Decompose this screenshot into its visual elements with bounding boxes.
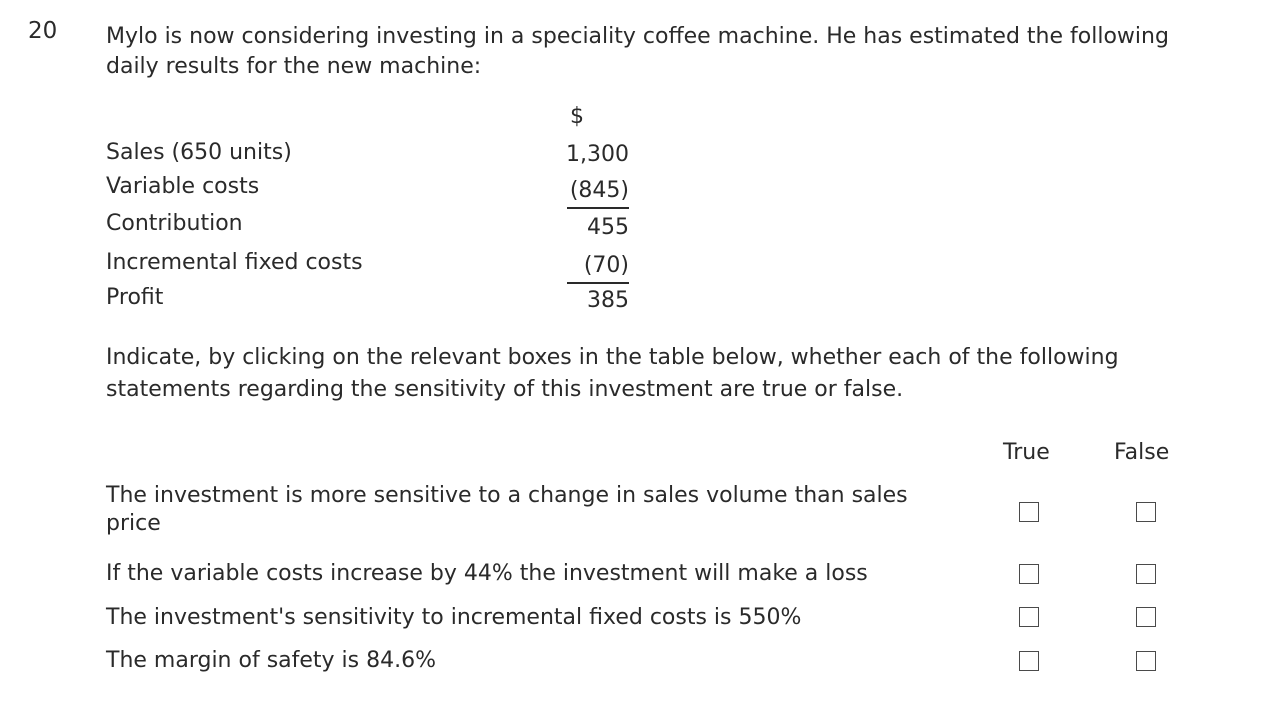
statement-3-false-checkbox[interactable] bbox=[1136, 607, 1156, 627]
profit-rule bbox=[567, 282, 629, 284]
statement-2-false-checkbox[interactable] bbox=[1136, 564, 1156, 584]
statement-1: The investment is more sensitive to a change in sales volume than sales price bbox=[106, 483, 908, 536]
row-value-fixed-costs: (70) bbox=[583, 253, 629, 278]
row-value-sales: 1,300 bbox=[566, 142, 629, 167]
instruction-text: Indicate, by clicking on the relevant boxes in the table below, whether each of the following statements regarding the sensitivity of this investment are true or false. bbox=[106, 345, 1119, 402]
row-label-variable-costs: Variable costs bbox=[106, 174, 260, 199]
false-column-header: False bbox=[1114, 440, 1170, 465]
statement-3-true-checkbox[interactable] bbox=[1019, 607, 1039, 627]
row-value-contribution: 455 bbox=[587, 215, 629, 240]
row-label-fixed-costs: Incremental fixed costs bbox=[106, 250, 363, 275]
statement-4-true-checkbox[interactable] bbox=[1019, 651, 1039, 671]
row-value-profit: 385 bbox=[587, 288, 629, 313]
question-number: 20 bbox=[28, 18, 58, 44]
statement-2-true-checkbox[interactable] bbox=[1019, 564, 1039, 584]
currency-header: $ bbox=[570, 104, 584, 129]
statement-2: If the variable costs increase by 44% the investment will make a loss bbox=[106, 561, 868, 586]
true-column-header: True bbox=[1003, 440, 1050, 465]
question-intro: Mylo is now considering investing in a speciality coffee machine. He has estimated the following daily results for the new machine: bbox=[106, 24, 1169, 79]
statement-4: The margin of safety is 84.6% bbox=[106, 648, 437, 673]
row-label-profit: Profit bbox=[106, 285, 164, 310]
contribution-rule bbox=[567, 207, 629, 209]
row-label-contribution: Contribution bbox=[106, 211, 243, 236]
row-value-variable-costs: (845) bbox=[569, 178, 629, 203]
row-label-sales: Sales (650 units) bbox=[106, 140, 292, 165]
statement-3: The investment's sensitivity to incremental fixed costs is 550% bbox=[106, 605, 802, 630]
statement-1-false-checkbox[interactable] bbox=[1136, 502, 1156, 522]
statement-1-true-checkbox[interactable] bbox=[1019, 502, 1039, 522]
statement-4-false-checkbox[interactable] bbox=[1136, 651, 1156, 671]
